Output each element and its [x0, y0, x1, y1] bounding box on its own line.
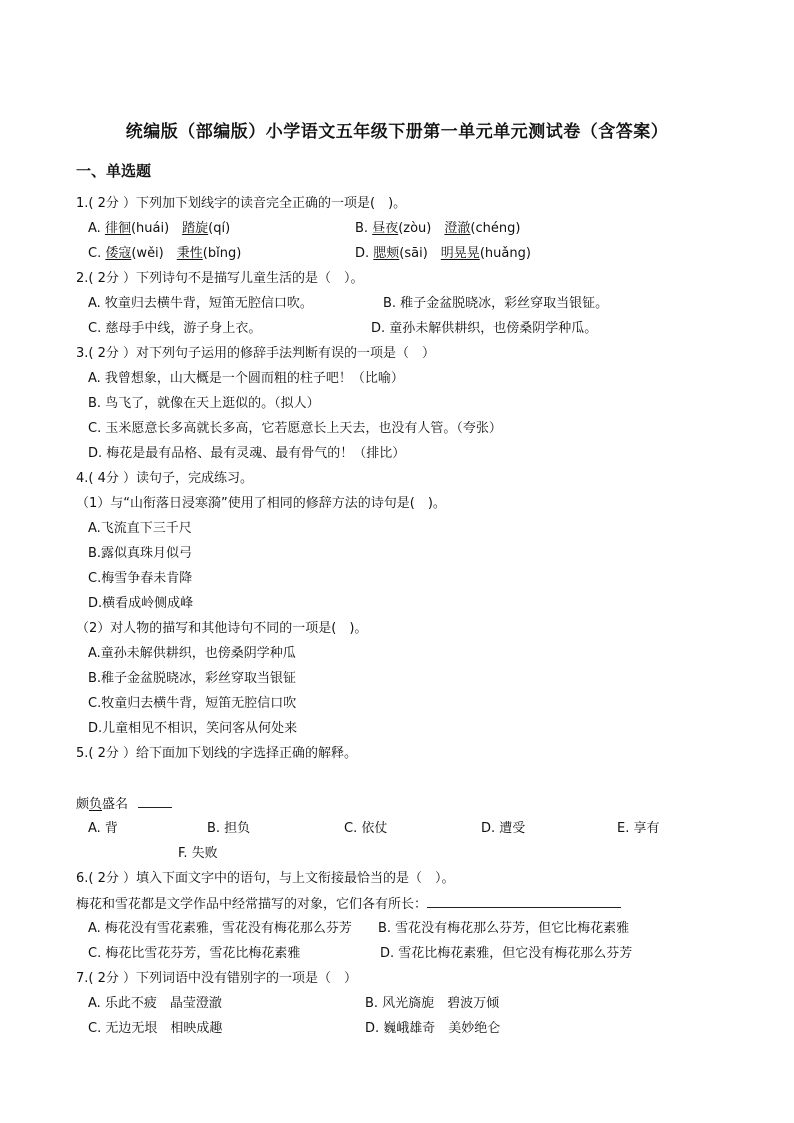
phrase-part: 盛名 [102, 797, 129, 812]
q4-sub1-option-c: C.梅雪争春未肯降 [88, 571, 193, 586]
q4-sub1-option-a: A.飞流直下三千尺 [88, 521, 192, 536]
pinyin: (huǎng) [479, 246, 531, 261]
q4-sub1-option-b: B.露似真珠月似弓 [88, 546, 193, 561]
q4-sub2-option-b: B.稚子金盆脱晓冰，彩丝穿取当银钲 [88, 671, 297, 686]
q4-sub1: （1）与“山衔落日浸寒漪”使用了相同的修辞方法的诗句是( )。 [76, 496, 446, 511]
q1-option-b [355, 220, 520, 238]
option-letter: C. [88, 246, 106, 261]
q2-stem: 2.( 2分 ）下列诗句不是描写儿童生活的是（ ）。 [76, 271, 364, 286]
q3-option-b: B. 鸟飞了，就像在天上逛似的。（拟人） [88, 396, 320, 411]
pinyin: (bǐng) [202, 246, 242, 261]
underlined-word: 昼夜 [372, 221, 399, 236]
pinyin: (chéng) [470, 221, 521, 236]
q2-option-c: C. 慈母手中线，游子身上衣。 [88, 321, 262, 336]
underlined-word: 腮颊 [373, 246, 400, 261]
document-title: 统编版（部编版）小学语文五年级下册第一单元单元测试卷（含答案） [125, 122, 669, 142]
q2-option-d: D. 童孙未解供耕织，也傍桑阴学种瓜。 [371, 321, 598, 336]
q6-stem: 6.( 2分 ）填入下面文字中的语句，与上文衔接最恰当的是（ ）。 [76, 871, 455, 886]
q5-phrase [76, 795, 172, 814]
q5-option-e: E. 享有 [617, 821, 660, 836]
q3-stem: 3.( 2分 ）对下列句子运用的修辞手法判断有误的一项是（ ） [76, 346, 436, 361]
q1-stem: 1.( 2分 ）下列加下划线字的读音完全正确的一项是( )。 [76, 196, 407, 211]
q6-option-a: A. 梅花没有雪花素雅，雪花没有梅花那么芬芳 [88, 921, 352, 936]
q2-option-a: A. 牧童归去横牛背，短笛无腔信口吹。 [88, 296, 313, 311]
q3-option-a: A. 我曾想象，山大概是一个圆而粗的柱子吧！（比喻） [88, 371, 404, 386]
underlined-word: 踏旋 [182, 221, 209, 236]
option-letter: B. [355, 221, 373, 236]
q7-option-c: C. 无边无垠 相映成趣 [88, 1021, 223, 1036]
q1-option-d [355, 245, 531, 263]
q6-option-c: C. 梅花比雪花芬芳，雪花比梅花素雅 [88, 946, 301, 961]
underlined-word: 明晃晃 [440, 246, 480, 261]
q5-option-d: D. 遭受 [481, 821, 526, 836]
q4-sub2: （2）对人物的描写和其他诗句不同的一项是( )。 [76, 621, 368, 636]
option-letter: A. [88, 221, 105, 236]
section-heading: 一、单选题 [76, 162, 152, 180]
q5-option-b: B. 担负 [207, 821, 251, 836]
underlined-word: 徘徊 [104, 221, 131, 236]
underlined-word: 秉性 [176, 246, 203, 261]
q4-sub2-option-c: C.牧童归去横牛背，短笛无腔信口吹 [88, 696, 297, 711]
underlined-word: 澄澈 [444, 221, 471, 236]
q5-stem: 5.( 2分 ）给下面加下划线的字选择正确的解释。 [76, 746, 358, 761]
underlined-word: 倭寇 [105, 246, 132, 261]
q4-sub1-option-d: D.横看成岭侧成峰 [88, 596, 194, 611]
q3-option-c: C. 玉米愿意长多高就长多高，它若愿意长上天去，也没有人管。（夸张） [88, 421, 502, 436]
phrase-part: 颇 [76, 797, 90, 812]
q7-option-d: D. 巍峨雄奇 美妙绝仑 [365, 1021, 501, 1036]
q3-option-d: D. 梅花是最有品格、最有灵魂、最有骨气的！（排比） [88, 446, 406, 461]
pinyin: (wěi) [131, 246, 177, 261]
q1-option-a [88, 220, 230, 238]
q7-option-a: A. 乐此不疲 晶莹澄澈 [88, 996, 222, 1011]
option-letter: D. [355, 246, 374, 261]
underlined-char: 负 [89, 797, 103, 812]
answer-blank[interactable] [427, 895, 621, 908]
q5-option-a: A. 背 [88, 821, 118, 836]
pinyin: (huái) [130, 221, 183, 236]
q6-option-d: D. 雪花比梅花素雅，但它没有梅花那么芬芳 [380, 946, 633, 961]
q7-option-b: B. 风光旖旎 碧波万倾 [365, 996, 500, 1011]
q1-option-c [88, 245, 241, 263]
q5-option-c: C. 依仗 [344, 821, 388, 836]
pinyin: (qí) [208, 221, 231, 236]
q4-sub2-option-a: A.童孙未解供耕织，也傍桑阴学种瓜 [88, 646, 296, 661]
q5-option-f: F. 失败 [178, 846, 218, 861]
q6-context [76, 895, 621, 914]
q6-option-b: B. 雪花没有梅花那么芬芳，但它比梅花素雅 [378, 921, 630, 936]
q2-option-b: B. 稚子金盆脱晓冰，彩丝穿取当银钲。 [383, 296, 609, 311]
q4-sub2-option-d: D.儿童相见不相识，笑问客从何处来 [88, 721, 298, 736]
q4-stem: 4.( 4分 ）读句子，完成练习。 [76, 471, 254, 486]
answer-blank[interactable] [138, 795, 172, 808]
q7-stem: 7.( 2分 ）下列词语中没有错别字的一项是（ ） [76, 971, 358, 986]
context-text: 梅花和雪花都是文学作品中经常描写的对象，它们各有所长： [76, 897, 428, 912]
pinyin: (sāi) [399, 246, 441, 261]
pinyin: (zòu) [398, 221, 445, 236]
